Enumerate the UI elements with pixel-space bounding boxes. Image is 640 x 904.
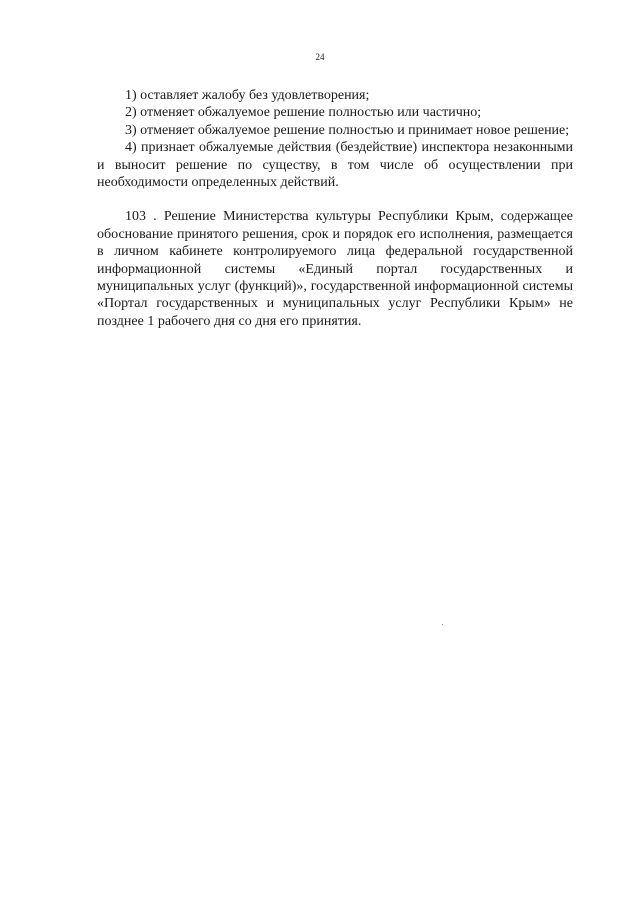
list-item: 4) признает обжалуемые действия (бездействие) инспектора незаконными и выносит решение по существу, в том числе об осуществлении при необходимости определенных действий.: [97, 140, 573, 191]
decision-options-list: [97, 87, 573, 191]
paragraph-103: 103 . Решение Министерства культуры Республики Крым, содержащее обоснование принятого решения, срок и порядок его исполнения, размещается в личном кабинете контролируемого лица федеральной государственной информационной системы «Единый портал государственных и муниципальных услуг (функций)», государственной информационной системы «Портал государственных и муниципальных услуг Республики Крым» не позднее 1 рабочего дня со дня его принятия.: [97, 209, 573, 329]
list-item: 1) оставляет жалобу без удовлетворения;: [125, 88, 370, 103]
scan-speck: [442, 624, 443, 625]
paragraph-spacer: [97, 191, 573, 208]
list-item: 3) отменяет обжалуемое решение полностью и принимает новое решение;: [125, 122, 570, 138]
list-item: 2) отменяет обжалуемое решение полностью или частично;: [125, 105, 482, 121]
page-number: 24: [315, 52, 325, 62]
document-body: [97, 87, 573, 330]
